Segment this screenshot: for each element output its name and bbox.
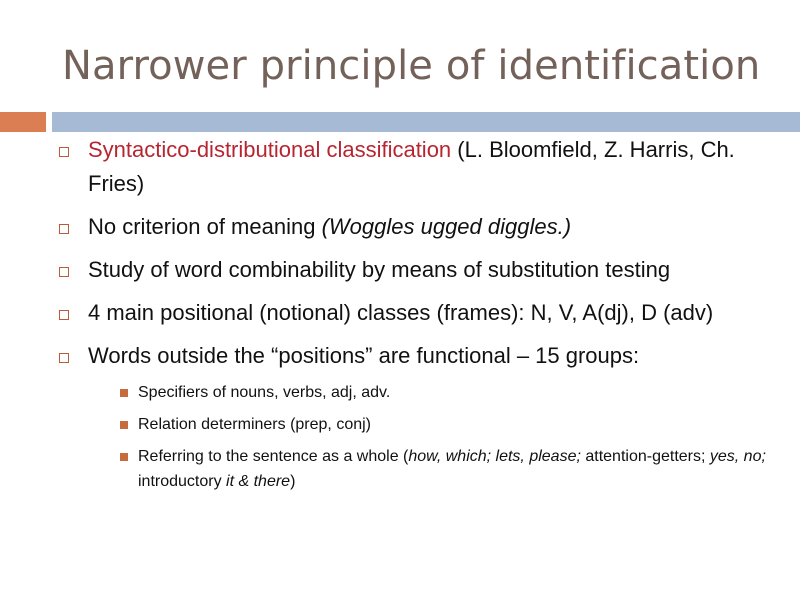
bullet-list [56, 133, 786, 502]
sub-bullet-text: Specifiers of nouns, verbs, adj, adv. [138, 384, 391, 401]
bullet-text: Words outside the “positions” are functional – 15 groups: [88, 343, 640, 368]
hollow-square-bullet-icon [59, 353, 69, 363]
bullet-italic-example: (Woggles ugged diggles.) [321, 214, 572, 239]
bullet-text: Study of word combinability by means of substitution testing [88, 257, 671, 282]
sub-bullet-text: Relation determiners (prep, conj) [138, 416, 371, 433]
bullet-item-positional-classes [56, 296, 786, 330]
sub-bullet-item-relation-determiners [56, 412, 786, 437]
bullet-item-functional-words [56, 339, 786, 373]
sub-bullet-list [56, 380, 786, 494]
sub-bullet-middle-1: attention-getters; [580, 448, 710, 465]
sub-bullet-item-sentence-whole [56, 444, 786, 494]
sub-bullet-italic-examples-1: how, which; lets, please; [408, 448, 581, 465]
bullet-highlight-text: Syntactico-distributional classification [88, 137, 452, 162]
filled-square-bullet-icon [120, 389, 128, 397]
hollow-square-bullet-icon [59, 310, 69, 320]
bullet-text: (L. Bloomfield, Z. Harris, Ch. Fries) [88, 137, 735, 196]
sub-bullet-italic-examples-3: it & there [226, 473, 291, 490]
bullet-text: No criterion of meaning [88, 214, 322, 239]
sub-bullet-middle-2: introductory [138, 473, 227, 490]
bullet-item-substitution-testing [56, 253, 786, 287]
sub-bullet-italic-examples-2: yes, no; [709, 448, 766, 465]
hollow-square-bullet-icon [59, 147, 69, 157]
hollow-square-bullet-icon [59, 224, 69, 234]
page-title: Narrower principle of identification [62, 43, 761, 89]
hollow-square-bullet-icon [59, 267, 69, 277]
title-accent-blue-bar [52, 112, 800, 132]
bullet-item-classification [56, 133, 786, 201]
sub-bullet-prefix: Referring to the sentence as a whole ( [138, 448, 409, 465]
sub-bullet-suffix: ) [290, 473, 296, 490]
sub-bullet-item-specifiers [56, 380, 786, 405]
filled-square-bullet-icon [120, 453, 128, 461]
title-accent-orange-bar [0, 112, 46, 132]
filled-square-bullet-icon [120, 421, 128, 429]
bullet-text: 4 main positional (notional) classes (frames): N, V, A(dj), D (adv) [88, 300, 714, 325]
bullet-item-no-criterion [56, 210, 786, 244]
